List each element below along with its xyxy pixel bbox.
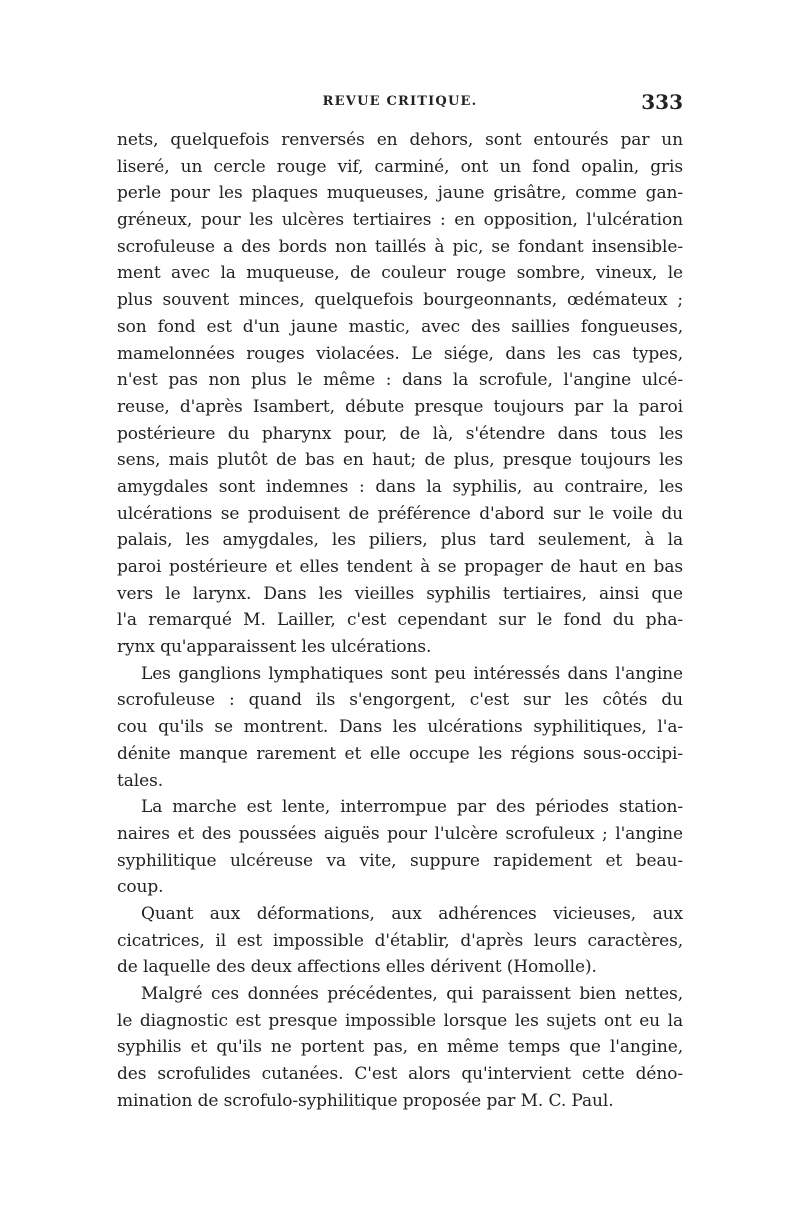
text-line: ulcérations se produisent de préférence d'abord sur le voile du	[117, 503, 683, 524]
text-line: paroi postérieure et elles tendent à se propager de haut en bas	[117, 557, 683, 577]
text-line: l'a remarqué M. Lailler, c'est cependant sur le fond du pha-	[117, 610, 683, 631]
text-line: liseré, un cercle rouge vif, carminé, ont un fond opalin, gris	[117, 156, 683, 177]
text-line: dénite manque rarement et elle occupe les régions sous-occipi-	[117, 743, 683, 764]
text-line: coup.	[117, 877, 164, 898]
text-line: palais, les amygdales, les piliers, plus tard seulement, à la	[117, 530, 683, 551]
text-line: perle pour les plaques muqueuses, jaune grisâtre, comme gan-	[117, 183, 683, 204]
text-line: mamelonnées rouges violacées. Le siége, dans les cas types,	[117, 343, 683, 364]
text-line: mination de scrofulo-syphilitique proposée par M. C. Paul.	[117, 1090, 614, 1111]
running-title: REVUE CRITIQUE.	[322, 94, 478, 109]
text-line: rynx qu'apparaissent les ulcérations.	[117, 637, 432, 658]
text-line: le diagnostic est presque impossible lorsque les sujets ont eu la	[117, 1010, 683, 1031]
text-line: tales.	[117, 770, 163, 791]
text-line: Quant aux déformations, aux adhérences vicieuses, aux	[141, 903, 683, 924]
text-line: nets, quelquefois renversés en dehors, sont entourés par un	[117, 130, 683, 150]
text-line: syphilitique ulcéreuse va vite, suppure rapidement et beau-	[117, 850, 683, 871]
text-line: scrofuleuse a des bords non taillés à pic, se fondant insensible-	[117, 236, 683, 257]
text-line: scrofuleuse : quand ils s'engorgent, c'est sur les côtés du	[117, 690, 683, 711]
text-line: ment avec la muqueuse, de couleur rouge sombre, vineux, le	[117, 263, 683, 284]
text-line: vers le larynx. Dans les vieilles syphilis tertiaires, ainsi que	[117, 583, 683, 604]
text-line: La marche est lente, interrompue par des périodes station-	[141, 797, 683, 818]
text-line: son fond est d'un jaune mastic, avec des saillies fongueuses,	[117, 316, 683, 337]
text-line: amygdales sont indemnes : dans la syphilis, au contraire, les	[117, 476, 683, 497]
text-line: cou qu'ils se montrent. Dans les ulcérations syphilitiques, l'a-	[117, 717, 683, 738]
text-line: gréneux, pour les ulcères tertiaires : en opposition, l'ulcération	[117, 210, 683, 231]
text-line: Malgré ces données précédentes, qui paraissent bien nettes,	[141, 984, 683, 1004]
body-text	[117, 127, 683, 1114]
text-line: cicatrices, il est impossible d'établir, d'après leurs caractères,	[117, 930, 683, 951]
text-line: syphilis et qu'ils ne portent pas, en même temps que l'angine,	[117, 1037, 683, 1058]
text-line: naires et des poussées aiguës pour l'ulcère scrofuleux ; l'angine	[117, 823, 683, 844]
running-head	[117, 90, 683, 124]
text-line: de laquelle des deux affections elles dérivent (Homolle).	[117, 957, 597, 978]
text-line: postérieure du pharynx pour, de là, s'étendre dans tous les	[117, 423, 683, 444]
text-line: n'est pas non plus le même : dans la scrofule, l'angine ulcé-	[117, 370, 683, 391]
text-line: plus souvent minces, quelquefois bourgeonnants, œdémateux ;	[117, 290, 683, 311]
text-line: Les ganglions lymphatiques sont peu intéressés dans l'angine	[141, 663, 683, 684]
page-number: 333	[641, 90, 683, 114]
text-line: reuse, d'après Isambert, débute presque toujours par la paroi	[117, 396, 683, 417]
text-line: sens, mais plutôt de bas en haut; de plus, presque toujours les	[117, 450, 683, 471]
text-line: des scrofulides cutanées. C'est alors qu'intervient cette déno-	[117, 1064, 683, 1085]
